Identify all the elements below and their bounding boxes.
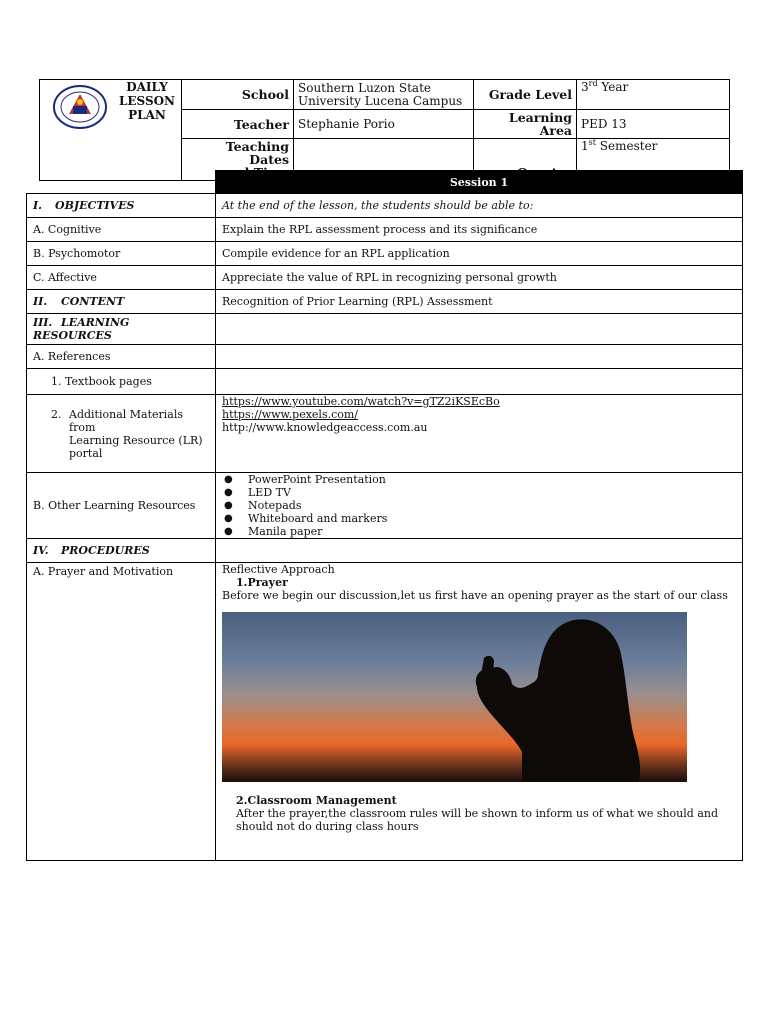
affective-value: Appreciate the value of RPL in recognizing personal growth: [216, 266, 743, 290]
school-value-line2: University Lucena Campus: [298, 93, 463, 108]
textbook-label: 1. Textbook pages: [27, 369, 216, 395]
classroom-management-text-line2: should not do during class hours: [236, 820, 419, 833]
prayer-silhouette-image: [222, 612, 687, 782]
other-resources-label: B. Other Learning Resources: [27, 473, 216, 539]
list-item: ● PowerPoint Presentation: [222, 473, 736, 486]
textbook-empty: [216, 369, 743, 395]
classroom-management-title: 2.Classroom Management: [236, 794, 397, 807]
header-title-line1: DAILY: [126, 80, 168, 94]
prayer-title: 1.Prayer: [236, 576, 288, 589]
list-item: ● LED TV: [222, 486, 736, 499]
psychomotor-value: Compile evidence for an RPL application: [216, 242, 743, 266]
grade-label: Grade Level: [474, 80, 577, 110]
header-title-line3: PLAN: [128, 108, 166, 122]
header-table: [39, 79, 730, 181]
additional-materials-num: 2.: [51, 407, 62, 421]
school-value: [294, 80, 474, 110]
teaching-dates-label-line1: Teaching Dates: [225, 139, 289, 167]
additional-materials-line1: Additional Materials from: [69, 407, 184, 434]
procedures-heading: IV. PROCEDURES: [27, 539, 216, 563]
prayer-motivation-label: A. Prayer and Motivation: [27, 563, 216, 861]
youtube-link[interactable]: https://www.youtube.com/watch?v=gTZ2iKSEcBo: [222, 395, 500, 408]
learning-area-label: Learning Area: [474, 110, 577, 139]
prayer-text: Before we begin our discussion,let us first have an opening prayer as the start of our class: [222, 589, 728, 602]
references-empty: [216, 345, 743, 369]
other-resources-list: [216, 473, 743, 539]
additional-materials-links: [216, 395, 743, 473]
session-header: Session 1: [216, 171, 743, 194]
session-spacer: [27, 171, 216, 194]
teacher-label: Teacher: [182, 110, 294, 139]
psychomotor-label: B. Psychomotor: [27, 242, 216, 266]
additional-materials-line3: portal: [69, 446, 103, 460]
procedures-empty: [216, 539, 743, 563]
objectives-heading: I. OBJECTIVES: [27, 194, 216, 218]
grade-value: 3rd Year: [577, 80, 730, 110]
learning-area-value: PED 13: [577, 110, 730, 139]
prayer-motivation-content: [216, 563, 743, 861]
lesson-plan-table: [26, 170, 743, 861]
header-logo-cell: [40, 80, 182, 181]
header-title-line2: LESSON: [118, 94, 176, 108]
list-item: ● Whiteboard and markers: [222, 512, 736, 525]
pexels-link[interactable]: https://www.pexels.com/: [222, 408, 359, 421]
additional-materials-line2: Learning Resource (LR): [69, 433, 203, 447]
knowledgeaccess-link[interactable]: http://www.knowledgeaccess.com.au: [222, 421, 428, 434]
cognitive-value: Explain the RPL assessment process and its significance: [216, 218, 743, 242]
school-value-line1: Southern Luzon State: [298, 80, 432, 95]
resources-empty: [216, 314, 743, 345]
content-heading: II. CONTENT: [27, 290, 216, 314]
cognitive-label: A. Cognitive: [27, 218, 216, 242]
affective-label: C. Affective: [27, 266, 216, 290]
deped-seal-logo: [52, 84, 108, 133]
list-item: ● Manila paper: [222, 525, 736, 538]
quarter-value: 1st Semester: [577, 139, 730, 181]
classroom-management-text-line1: After the prayer,the classroom rules will be shown to inform us of what we should and: [236, 807, 719, 820]
approach-label: Reflective Approach: [222, 563, 335, 576]
additional-materials-label: [27, 395, 216, 473]
school-label: School: [182, 80, 294, 110]
objectives-intro: At the end of the lesson, the students should be able to:: [216, 194, 743, 218]
references-label: A. References: [27, 345, 216, 369]
resources-heading: III. LEARNING RESOURCES: [27, 314, 216, 345]
teacher-value: Stephanie Porio: [294, 110, 474, 139]
list-item: ● Notepads: [222, 499, 736, 512]
content-value: Recognition of Prior Learning (RPL) Assessment: [216, 290, 743, 314]
